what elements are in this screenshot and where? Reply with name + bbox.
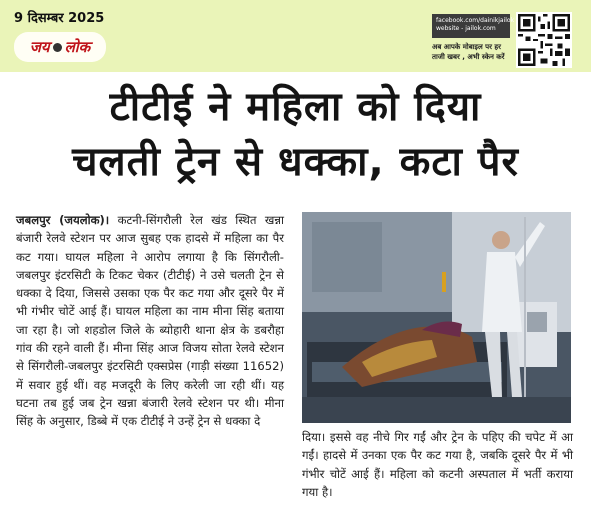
- logo-text-left: जय: [29, 38, 50, 56]
- tagline-line-1: अब आपके मोबाइल पर हर: [432, 43, 502, 51]
- headline-line-1: टीटीई ने महिला को दिया: [109, 84, 482, 130]
- dateline: जबलपुर (जयलोक)।: [16, 213, 110, 227]
- qr-code-icon[interactable]: [516, 12, 572, 68]
- newspaper-logo: [14, 32, 106, 62]
- article-body-left-column: [16, 211, 284, 431]
- article-headline: [0, 80, 591, 190]
- article-text-left: कटनी-सिंगरौली रेल खंड स्थित खन्ना बंजारी रेलवे स्टेशन पर आज सुबह एक हादसे में महिला का पैर कट गया। घायल महिला ने आरोप लगाया है कि सिंगरौली-जबलपुर इंटरसिटी के टिकट चेकर (टीटीई) ने उसे चलती ट्रेन से धक्का दे दिया, जिससे उसका एक पैर कट गया और दूसरे पैर में भी गंभीर चोटें आई हैं। घायल महिला का नाम मीना सिंह बताया जा रहा है। जो शहडोल जिले के ब्योहारी थाना क्षेत्र के डबरौहा गांव की रहने वाली हैं। मीना सिंह आज विजय सोता रेलवे स्टेशन से सिंगरौली-जबलपुर इंटरसिटी एक्सप्रेस (गाड़ी संख्या 11652) में सवार हुई थीं। वह मजदूरी के लिए करेली जा रही थीं। यह घटना तब हुई जब ट्रेन खन्ना बंजारी रेलवे स्टेशन पर थी। मीना सिंह के अनुसार, डिब्बे में एक टीटीई ने उन्हें ट्रेन से धक्का दे: [16, 213, 284, 429]
- headline-line-2: चलती ट्रेन से धक्का, कटा पैर: [72, 139, 519, 185]
- masthead: [0, 0, 591, 72]
- globe-icon: [53, 43, 62, 52]
- logo-text-right: लोक: [64, 38, 91, 56]
- hospital-photo: [302, 212, 571, 423]
- tagline-line-2: ताजी खबर , अभी स्केन करें: [432, 53, 505, 61]
- facebook-link[interactable]: facebook.com/dainikjailok: [436, 17, 515, 24]
- issue-date: 9 दिसम्बर 2025: [14, 11, 105, 26]
- website-link[interactable]: website - jailok.com: [436, 25, 496, 32]
- scan-tagline: [432, 42, 512, 62]
- social-links-box: [432, 14, 515, 38]
- article-body-right-column: दिया। इससे वह नीचे गिर गईं और ट्रेन के पहिए की चपेट में आ गईं। हादसे में उनका एक पैर कट गया है, जबकि दूसरे पैर में भी गंभीर चोटें आई हैं। महिला को कटनी अस्पताल में भर्ती कराया गया है।: [302, 430, 573, 499]
